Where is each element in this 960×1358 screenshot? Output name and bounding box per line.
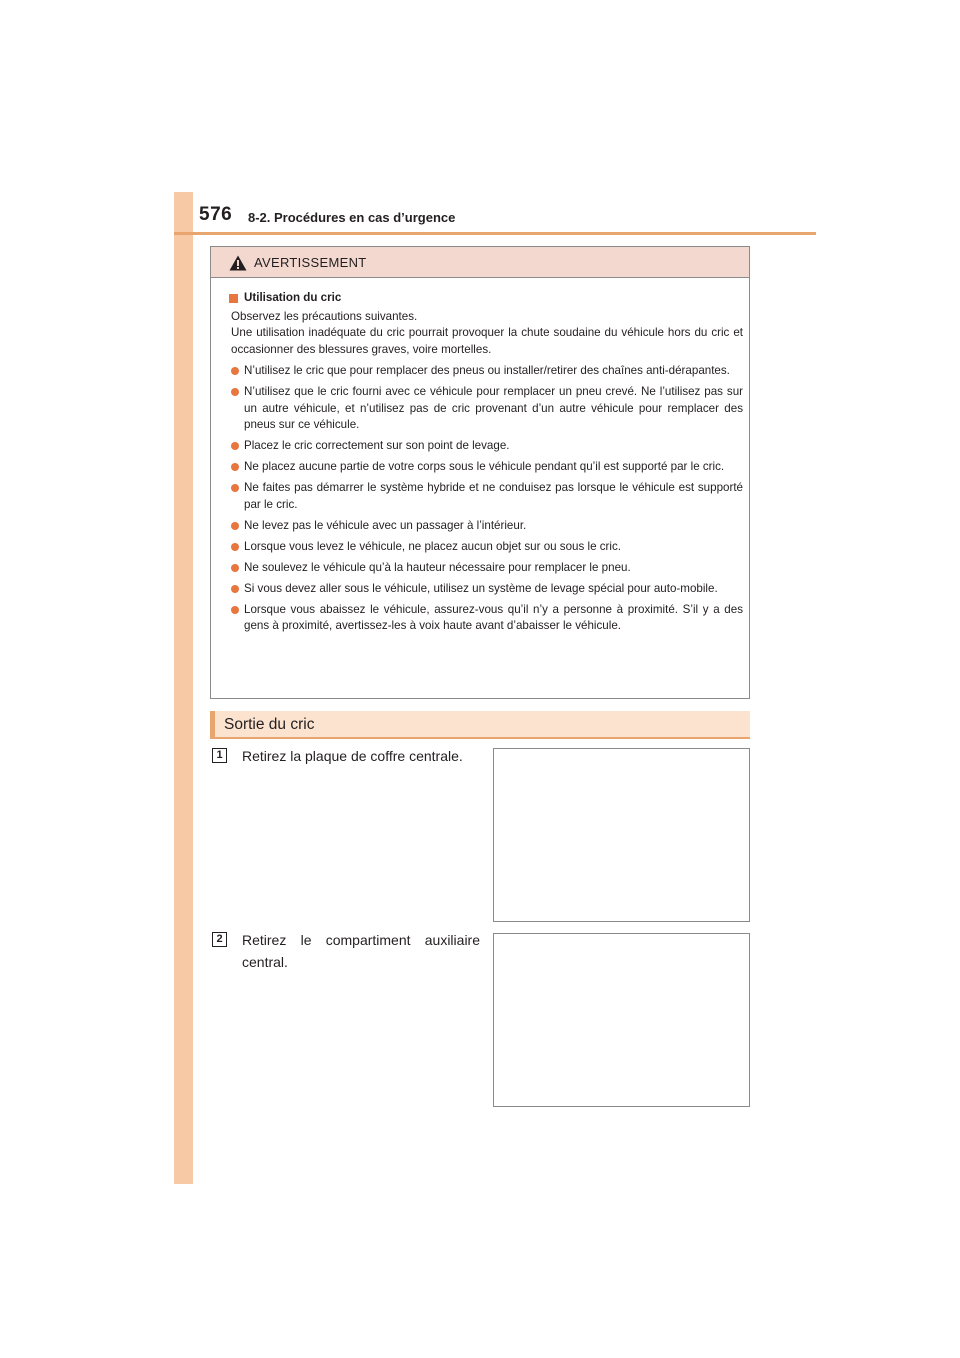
step-text-2: Retirez le compartiment auxiliaire central. — [242, 932, 480, 970]
bullet-dot-icon — [231, 388, 239, 396]
list-item — [229, 581, 743, 598]
sortie-heading-bar — [210, 711, 750, 739]
square-bullet-icon — [229, 294, 238, 303]
warning-intro-line-2: Une utilisation inadéquate du cric pourrait provoquer la chute soudaine du véhicule hors du cric et occasionner des blessures graves, voire mortelles. — [231, 326, 743, 356]
warning-subtitle-text: Utilisation du cric — [244, 291, 342, 304]
list-item — [229, 560, 743, 577]
warning-box — [210, 246, 750, 699]
bullet-dot-icon — [231, 442, 239, 450]
list-item-text: Lorsque vous levez le véhicule, ne placez aucun objet sur ou sous le cric. — [244, 539, 622, 553]
list-item — [229, 384, 743, 434]
list-item-text: Ne placez aucune partie de votre corps sous le véhicule pendant qu’il est supporté par le cric. — [244, 460, 725, 473]
list-item-text: N’utilisez le cric que pour remplacer des pneus ou installer/retirer des chaînes anti-dérapantes. — [244, 364, 730, 377]
list-item-text: Lorsque vous abaissez le véhicule, assurez-vous qu’il n’y a personne à proximité. S’il y a des gens à proximité, avertissez-les à voix haute avant d’abaisser le véhicule. — [244, 602, 743, 632]
list-item — [229, 539, 743, 556]
bullet-dot-icon — [231, 522, 239, 530]
list-item-text: Si vous devez aller sous le véhicule, utilisez un système de levage spécial pour auto-mobile. — [244, 581, 718, 595]
step-text-1: Retirez la plaque de coffre centrale. — [242, 748, 463, 764]
list-item — [229, 459, 743, 476]
warning-subtitle — [229, 290, 743, 307]
step-1-illustration — [493, 748, 750, 922]
warning-label: AVERTISSEMENT — [254, 255, 367, 270]
list-item — [229, 438, 743, 455]
warning-intro-line-1: Observez les précautions suivantes. — [231, 309, 418, 323]
list-item — [229, 480, 743, 513]
bullet-dot-icon — [231, 367, 239, 375]
side-color-strip — [174, 192, 193, 1184]
warning-intro — [229, 309, 743, 359]
step-number-2: 2 — [212, 932, 227, 947]
list-item — [229, 602, 743, 635]
list-item-text: Ne faites pas démarrer le système hybride et ne conduisez pas lorsque le véhicule est supporté par le cric. — [244, 481, 743, 511]
section-title: 8-2. Procédures en cas d’urgence — [248, 210, 456, 225]
bullet-dot-icon — [231, 484, 239, 492]
warning-body — [211, 278, 749, 635]
warning-header — [211, 247, 749, 278]
list-item — [229, 363, 743, 380]
list-item-text: Ne soulevez le véhicule qu’à la hauteur nécessaire pour remplacer le pneu. — [244, 560, 631, 574]
sortie-heading: Sortie du cric — [224, 716, 315, 733]
step-2-illustration — [493, 933, 750, 1107]
bullet-dot-icon — [231, 585, 239, 593]
page-number: 576 — [199, 204, 233, 225]
bullet-dot-icon — [231, 463, 239, 471]
list-item-text: N’utilisez que le cric fourni avec ce véhicule pour remplacer un pneu crevé. Ne l’utilisez pas sur un autre véhicule, et n’utilisez pas de cric provenant d’un autre véhicule pour remplacer des pneus sur ce véhicule. — [244, 385, 743, 431]
list-item-text: Ne levez pas le véhicule avec un passager à l’intérieur. — [244, 518, 527, 532]
header-rule — [174, 232, 816, 235]
bullet-dot-icon — [231, 564, 239, 572]
heading-accent — [210, 711, 215, 737]
bullet-dot-icon — [231, 543, 239, 551]
step-number-1: 1 — [212, 748, 227, 763]
warning-triangle-icon — [229, 255, 247, 271]
list-item-text: Placez le cric correctement sur son point de levage. — [244, 439, 510, 452]
list-item — [229, 518, 743, 535]
bullet-dot-icon — [231, 606, 239, 614]
